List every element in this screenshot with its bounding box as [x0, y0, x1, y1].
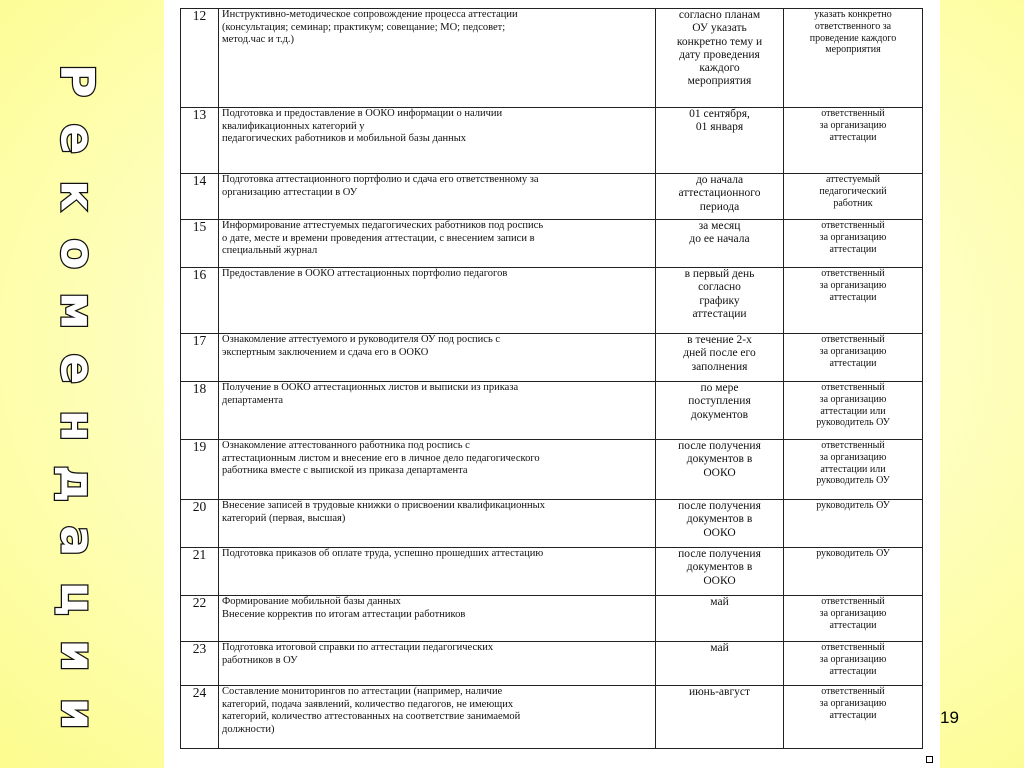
table-row [181, 9, 923, 108]
deadline-cell: в течение 2-х дней после его заполнения [656, 334, 784, 382]
title-letter: а [50, 525, 105, 557]
responsible-cell: аттестуемый педагогический работник [784, 174, 923, 220]
title-letter: е [50, 122, 105, 154]
slide-number: 19 [940, 708, 959, 727]
deadline-cell: по мере поступления документов [656, 382, 784, 440]
title-letter: ц [50, 581, 105, 616]
activity-cell: Подготовка приказов об оплате труда, успешно прошедших аттестацию [219, 548, 656, 596]
table-row [181, 440, 923, 500]
deadline-cell: после получения документов в ООКО [656, 500, 784, 548]
row-number: 17 [181, 334, 219, 382]
responsible-cell: ответственный за организацию аттестации [784, 268, 923, 334]
responsible-cell: ответственный за организацию аттестации или руководитель ОУ [784, 382, 923, 440]
responsible-cell: ответственный за организацию аттестации [784, 596, 923, 642]
row-number: 13 [181, 108, 219, 174]
responsible-cell: ответственный за организацию аттестации [784, 642, 923, 686]
row-number: 24 [181, 686, 219, 749]
table-row [181, 382, 923, 440]
row-number: 18 [181, 382, 219, 440]
title-letter: Р [50, 63, 105, 98]
activity-cell: Предоставление в ООКО аттестационных портфолио педагогов [219, 268, 656, 334]
responsible-cell: ответственный за организацию аттестации [784, 686, 923, 749]
responsible-cell: руководитель ОУ [784, 548, 923, 596]
deadline-cell: май [656, 596, 784, 642]
title-letter: д [50, 464, 105, 502]
vertical-title [22, 52, 132, 742]
activity-cell: Формирование мобильной базы данных Внесение корректив по итогам аттестации работников [219, 596, 656, 642]
deadline-cell: согласно планам ОУ указать конкретно тему и дату проведения каждого мероприятия [656, 9, 784, 108]
row-number: 15 [181, 220, 219, 268]
title-letter: н [50, 409, 105, 442]
row-number: 21 [181, 548, 219, 596]
activity-cell: Ознакомление аттестованного работника под роспись с аттестационным листом и внесение его в личное дело педагогического работника вместе с выпиской из приказа департамента [219, 440, 656, 500]
activity-cell: Составление мониторингов по аттестации (например, наличие категорий, подача заявлений, количество педагогов, не имеющих категорий, количество аттестованных на соответствие занимаемой должности) [219, 686, 656, 749]
table-row [181, 108, 923, 174]
deadline-cell: за месяц до ее начала [656, 220, 784, 268]
title-letter: к [50, 180, 105, 212]
table-row [181, 686, 923, 749]
responsible-cell: ответственный за организацию аттестации или руководитель ОУ [784, 440, 923, 500]
table-row [181, 548, 923, 596]
activity-cell: Инструктивно-методическое сопровождение процесса аттестации (консультация; семинар; практикум; совещание; МО; педсовет; метод.час и т.д.) [219, 9, 656, 108]
deadline-cell: 01 сентября, 01 января [656, 108, 784, 174]
row-number: 12 [181, 9, 219, 108]
activity-cell: Подготовка аттестационного портфолио и сдача его ответственному за организацию аттестации в ОУ [219, 174, 656, 220]
title-letter: и [50, 697, 105, 730]
responsible-cell: ответственный за организацию аттестации [784, 220, 923, 268]
attestation-table [180, 8, 923, 749]
responsible-cell: руководитель ОУ [784, 500, 923, 548]
row-number: 19 [181, 440, 219, 500]
deadline-cell: после получения документов в ООКО [656, 440, 784, 500]
table-row [181, 220, 923, 268]
responsible-cell: указать конкретно ответственного за проведение каждого мероприятия [784, 9, 923, 108]
deadline-cell: май [656, 642, 784, 686]
table-row [181, 642, 923, 686]
deadline-cell: после получения документов в ООКО [656, 548, 784, 596]
table-row [181, 596, 923, 642]
table-row [181, 334, 923, 382]
activity-cell: Подготовка и предоставление в ООКО информации о наличии квалификационных категорий у педагогических работников и мобильной базы данных [219, 108, 656, 174]
row-number: 22 [181, 596, 219, 642]
deadline-cell: июнь-август [656, 686, 784, 749]
row-number: 20 [181, 500, 219, 548]
row-number: 23 [181, 642, 219, 686]
activity-cell: Информирование аттестуемых педагогических работников под роспись о дате, месте и времени проведения аттестации, с внесением записи в специальный журнал [219, 220, 656, 268]
table-row [181, 174, 923, 220]
title-letter: о [50, 237, 105, 270]
row-number: 16 [181, 268, 219, 334]
activity-cell: Получение в ООКО аттестационных листов и выписки из приказа департамента [219, 382, 656, 440]
activity-cell: Подготовка итоговой справки по аттестации педагогических работников в ОУ [219, 642, 656, 686]
document-sheet [164, 0, 940, 768]
responsible-cell: ответственный за организацию аттестации [784, 108, 923, 174]
table-row [181, 500, 923, 548]
activity-cell: Внесение записей в трудовые книжки о присвоении квалификационных категорий (первая, высшая) [219, 500, 656, 548]
responsible-cell: ответственный за организацию аттестации [784, 334, 923, 382]
title-letter: е [50, 352, 105, 384]
title-letter: и [50, 639, 105, 672]
deadline-cell: до начала аттестационного периода [656, 174, 784, 220]
row-number: 14 [181, 174, 219, 220]
deadline-cell: в первый день согласно графику аттестации [656, 268, 784, 334]
table-row [181, 268, 923, 334]
title-letter: м [50, 291, 105, 330]
corner-handle [926, 756, 933, 763]
activity-cell: Ознакомление аттестуемого и руководителя ОУ под роспись с экспертным заключением и сдача его в ООКО [219, 334, 656, 382]
